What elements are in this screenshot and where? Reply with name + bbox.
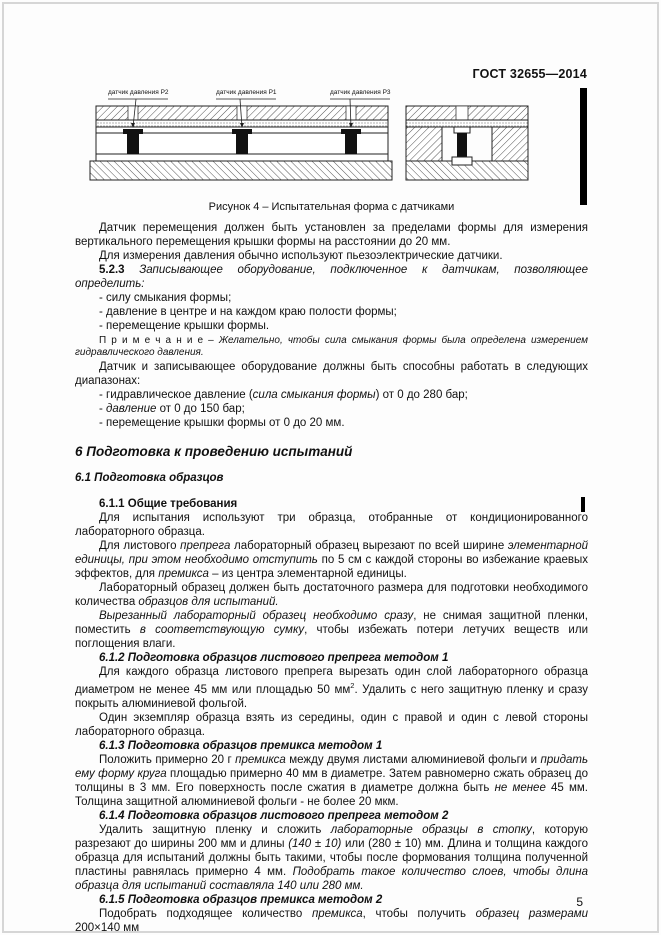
paragraph: - силу смыкания формы; [99, 292, 232, 304]
paragraph: Вырезанный лабораторный образец необходимо сразу, не снимая защитной пленки, поместить в соответствующую сумку, чтобы избежать потери летучих веществ или поглощения влаги. [75, 610, 588, 650]
paragraph: Для каждого образца листового препрега вырезать один слой лабораторного образца диаметром не менее 45 мм или площадью 50 $мм^2$. Удалить с него защитную пленку и сразу покрыть алюминиевой фольгой. [75, 666, 588, 710]
paragraph: Положить примерно 20 г премикса между двумя листами алюминиевой фольги и придать ему форму круга площадью примерно 40 мм в диаметре. Затем равномерно сжать образец до толщины в 3 мм. Его поверхность после сжатия в диаметре должна быть не менее 45 мм. Толщина защитной алюминиевой фольги - не более 20 мкм. [75, 753, 589, 808]
paragraph: Для измерения давления обычно используют пьезоэлектрические датчики. [99, 250, 503, 262]
clause-heading: 6.1.1 Общие требования [99, 498, 238, 510]
mold-side-view [406, 106, 528, 180]
clause-heading: 6.1.3 Подготовка образцов премикса методом 1 [99, 739, 383, 752]
clause-heading: 6.1.5 Подготовка образцов премикса методом 2 [99, 893, 383, 906]
figure-4 [88, 86, 548, 199]
page-number: 5 [576, 895, 583, 909]
clause-heading: 6.1.2 Подготовка образцов листового препрега методом 1 [99, 652, 449, 664]
document-body [75, 221, 588, 935]
paragraph: - гидравлическое давление (сила смыкания формы) от 0 до 280 бар; [99, 389, 468, 401]
figure-caption: Рисунок 4 – Испытательная форма с датчиками [208, 201, 455, 213]
note: П р и м е ч а н и е – Желательно, чтобы сила смыкания формы была определена измерением гидравлического давления. [75, 335, 589, 358]
standard-number: ГОСТ 32655—2014 [472, 67, 587, 81]
paragraph: Подобрать подходящее количество премикса, чтобы получить образец размерами 200×140 мм [75, 907, 588, 934]
paragraph: - перемещение крышки формы. [99, 320, 270, 332]
paragraph: - давление в центре и на каждом краю полости формы; [99, 306, 397, 318]
paragraph: - перемещение крышки формы от 0 до 20 мм. [99, 417, 345, 429]
sensor-label-p2: датчик давления Р2 [108, 89, 169, 96]
displacement-sensor [452, 127, 472, 165]
sensor-label-p3: датчик давления Р3 [330, 89, 391, 96]
clause-heading: 6.1.4 Подготовка образцов листового препрега методом 2 [99, 809, 449, 822]
paragraph: - давление от 0 до 150 бар; [99, 403, 245, 415]
paragraph: 5.2.3 Записывающее оборудование, подключенное к датчикам, позволяющее определить: [75, 264, 588, 290]
test-mold-diagram [88, 86, 548, 199]
paragraph: Датчик перемещения должен быть установлен за пределами формы для измерения вертикального перемещения крышки формы на расстоянии до 20 мм. [75, 222, 588, 248]
paragraph: Удалить защитную пленку и сложить лабораторные образцы в стопку, которую разрезают до ширины 200 мм и длины (140 ± 10) или (280 ± 10) мм. Длина и толщина каждого образца для испытаний должны быть такими, чтобы после формования толщина полученной пластины равнялась примерно 4 мм. Подобрать такое количество слоев, чтобы длина образца для испытаний составляла 140 или 280 мм. [75, 823, 588, 892]
paragraph: Для листового препрега лабораторный образец вырезают по всей ширине элементарной единицы, при этом необходимо отступить по 5 см с каждой стороны во избежание краевых эффектов, для премикса – из центра элементарной единицы. [75, 540, 589, 580]
paragraph: Один экземпляр образца взять из середины, один с правой и один с левой стороны лабораторного образца. [75, 711, 588, 738]
page-header [472, 67, 587, 81]
section-heading: 6 Подготовка к проведению испытаний [75, 444, 353, 459]
revision-change-bar [580, 88, 587, 205]
sensor-label-p1: датчик давления Р1 [216, 89, 277, 96]
paragraph: Датчик и записывающее оборудование должны быть способны работать в следующих диапазонах: [75, 361, 588, 387]
paragraph: Лабораторный образец должен быть достаточного размера для подготовки необходимого количества образцов для испытаний. [75, 582, 588, 608]
paragraph: Для испытания используют три образца, отобранные от кондиционированного лабораторного образца. [75, 512, 588, 538]
subsection-heading: 6.1 Подготовка образцов [75, 472, 224, 484]
